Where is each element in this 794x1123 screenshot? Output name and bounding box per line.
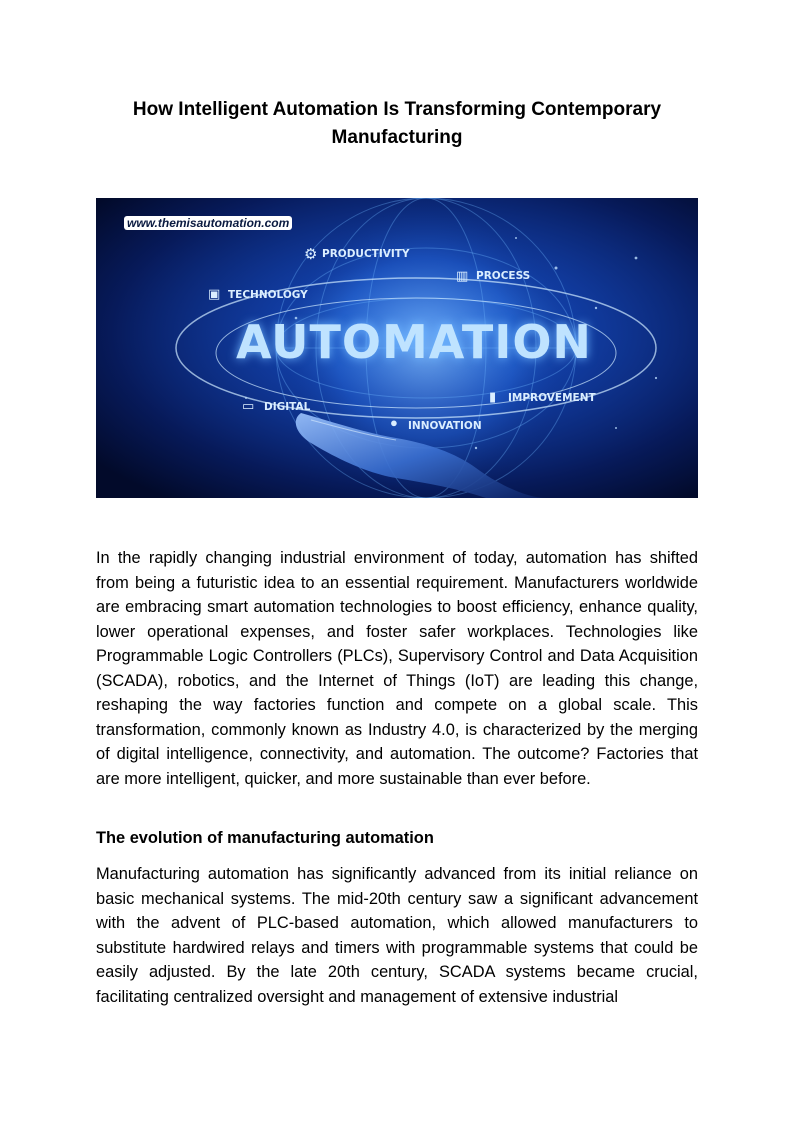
label-innovation: INNOVATION <box>408 420 482 432</box>
lightbulb-icon: ● <box>390 415 398 430</box>
label-improvement: IMPROVEMENT <box>508 392 596 404</box>
label-process: PROCESS <box>476 270 531 282</box>
monitor-icon: ▭ <box>242 398 255 413</box>
label-productivity: PRODUCTIVITY <box>322 248 410 260</box>
paragraph-evolution: Manufacturing automation has significantly advanced from its initial reliance on basic mechanical systems. The mid-20th century saw a significant advancement with the advent of PLC-based automation, which allowed manufacturers to substitute hardwired relays and timers with programmable systems that could be easily adjusted. By the late 20th century, SCADA systems became crucial, facilitating centralized oversight and management of extensive industrial <box>96 865 698 1006</box>
document-title: How Intelligent Automation Is Transforming Contemporary Manufacturing <box>132 99 662 148</box>
watermark-text: www.themisautomation.com <box>124 216 292 230</box>
main-word: AUTOMATION <box>236 315 592 369</box>
section-heading: The evolution of manufacturing automation <box>96 829 434 847</box>
label-digital: DIGITAL <box>264 401 311 413</box>
label-technology: TECHNOLOGY <box>228 289 308 301</box>
chip-icon: ▣ <box>208 286 221 301</box>
gears-icon: ⚙ <box>304 246 318 263</box>
chart-icon: ▥ <box>456 268 469 283</box>
paragraph-intro: In the rapidly changing industrial environment of today, automation has shifted from being a futuristic idea to an essential requirement. Manufacturers worldwide are embracing smart automation technologies to boost efficiency, enhance quality, lower operational expenses, and foster safer workplaces. Technologies like Programmable Logic Controllers (PLCs), Supervisory Control and Data Acquisition (SCADA), robotics, and the Internet of Things (IoT) are leading this change, reshaping the way factories function and compete on a global scale. This transformation, commonly known as Industry 4.0, is characterized by the merging of digital intelligence, connectivity, and automation. The outcome? Factories that are more intelligent, quicker, and more sustainable than ever before. <box>96 549 698 788</box>
bar-chart-icon: ▮ <box>489 389 497 404</box>
hero-image <box>96 198 698 498</box>
